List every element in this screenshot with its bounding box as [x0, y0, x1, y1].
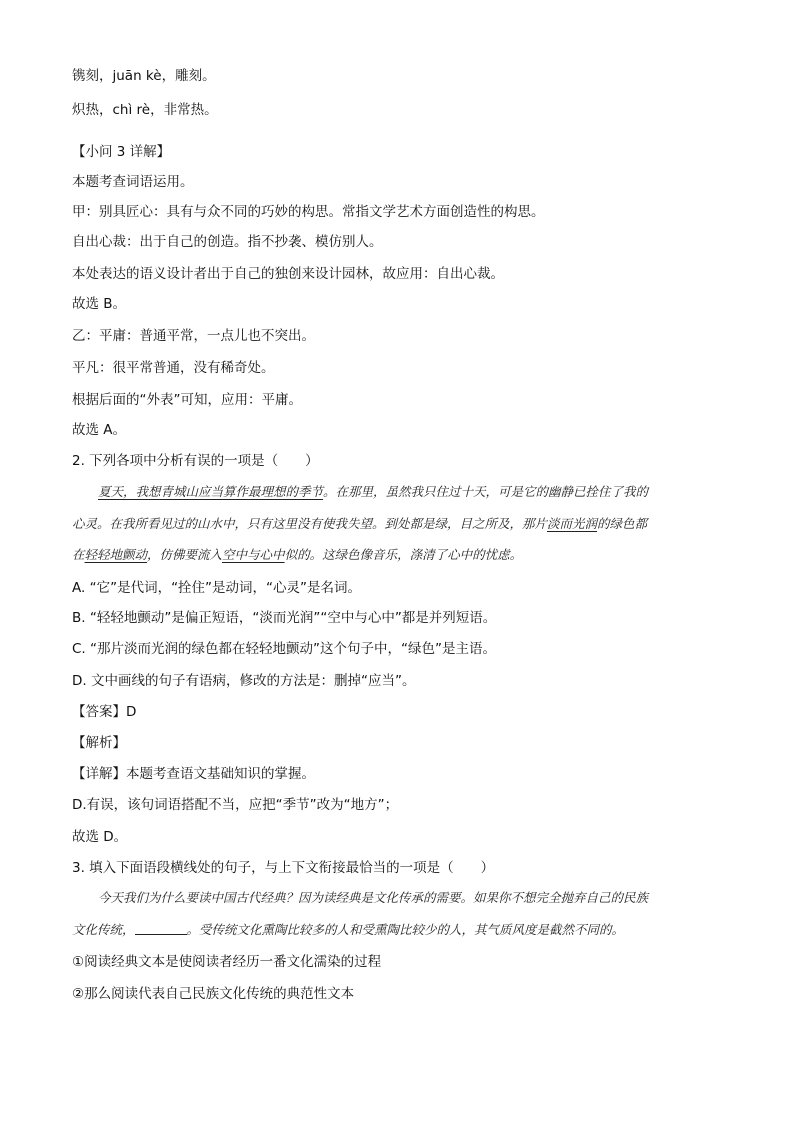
passage-text: 文化传统，	[72, 922, 135, 937]
passage-text: 在	[72, 547, 85, 562]
passage-line	[72, 920, 624, 940]
text-line: 镌刻，juān kè，雕刻。	[72, 68, 216, 84]
sub-question-heading: 【小问 3 详解】	[72, 144, 171, 160]
fill-blank	[135, 922, 187, 935]
text-line: 平凡：很平常普通，没有稀奇处。	[72, 360, 275, 376]
text-line: 本处表达的语义设计者出于自己的独创来设计园林，故应用：自出心裁。	[72, 266, 504, 282]
analysis-label: 【解析】	[72, 735, 126, 751]
passage-text: 。在那里，虽然我只住过十天，可是它的幽静已拴住了我的	[323, 484, 649, 499]
text-line: 炽热，chì rè，非常热。	[72, 102, 218, 118]
text-line: 乙：平庸：普通平常，一点儿也不突出。	[72, 328, 315, 344]
text-line: 故选 D。	[72, 829, 128, 845]
choice-item: ②那么阅读代表自己民族文化传统的典范性文本	[72, 986, 355, 1002]
underlined-phrase: 轻轻地颤动	[84, 547, 148, 562]
passage-text: 心灵。在我所看见过的山水中，只有这里没有使我失望。到处都是绿，目之所及，那片	[72, 516, 548, 531]
passage-text: 。受传统文化熏陶比较多的人和受熏陶比较少的人，其气质风度是截然不同的。	[186, 922, 625, 937]
passage-line	[72, 514, 647, 534]
text-line: 甲：别具匠心：具有与众不同的巧妙的构思。常指文学艺术方面创造性的构思。	[72, 204, 545, 220]
answer-label: 【答案】D	[72, 704, 137, 720]
passage-text: ，仿佛要流入	[147, 547, 223, 562]
option-d: D. 文中画线的句子有语病，修改的方法是：删掉“应当”。	[72, 673, 416, 689]
detail-line: 【详解】本题考查语文基础知识的掌握。	[72, 766, 315, 782]
question-stem: 2. 下列各项中分析有误的一项是（ ）	[72, 453, 319, 469]
choice-item: ①阅读经典文本是使阅读者经历一番文化濡染的过程	[72, 954, 382, 970]
question-stem: 3. 填入下面语段横线处的句子，与上下文衔接最恰当的一项是（ ）	[72, 860, 495, 876]
text-line: D.有误，该句词语搭配不当，应把“季节”改为“地方”；	[72, 797, 399, 813]
passage-line	[72, 545, 522, 565]
text-line: 自出心裁：出于自己的创造。指不抄袭、模仿别人。	[72, 234, 383, 250]
text-line: 故选 A。	[72, 422, 127, 438]
underlined-sentence: 夏天，我想青城山应当算作最理想的季节	[98, 484, 324, 499]
underlined-phrase: 淡而光润	[547, 516, 598, 531]
option-b: B. “轻轻地颤动”是偏正短语，“淡而光润”“空中与心中”都是并列短语。	[72, 610, 497, 626]
text-line: 根据后面的“外表”可知，应用：平庸。	[72, 392, 302, 408]
option-c: C. “那片淡而光润的绿色都在轻轻地颤动”这个句子中，“绿色”是主语。	[72, 641, 496, 657]
passage-line: 今天我们为什么要读中国古代经典？因为读经典是文化传承的需要。如果你不想完全抛弃自己的民族	[98, 890, 649, 905]
option-a: A. “它”是代词，“拴住”是动词，“心灵”是名词。	[72, 580, 362, 596]
passage-line	[98, 482, 648, 502]
text-line: 故选 B。	[72, 296, 127, 312]
passage-text: 的绿色都	[597, 516, 648, 531]
underlined-phrase: 空中与心中	[222, 547, 285, 562]
text-line: 本题考查词语运用。	[72, 174, 194, 190]
passage-text: 似的。这绿色像音乐，涤清了心中的忧虑。	[284, 547, 523, 562]
